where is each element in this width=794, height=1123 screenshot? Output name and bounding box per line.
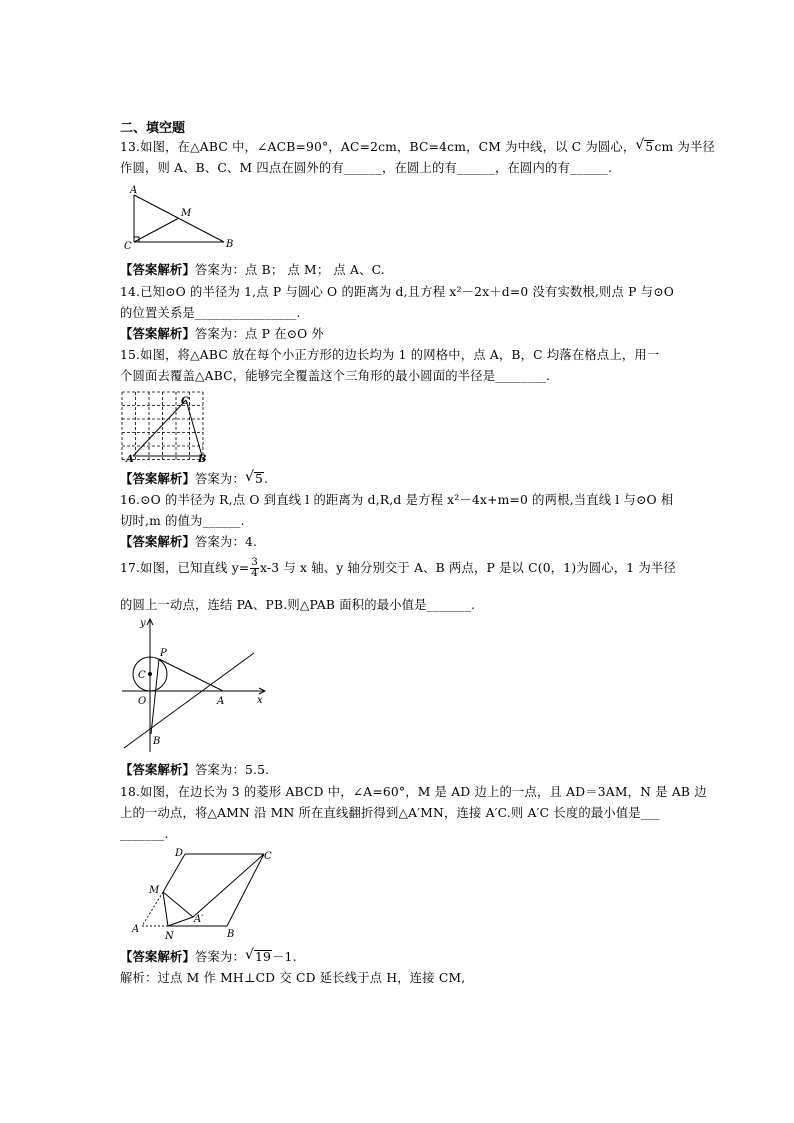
q18-label-b: B	[227, 929, 235, 940]
q14-line1: 14.已知⊙O 的半径为 1,点 P 与圆心 O 的距离为 d,且方程 x²－2x＋d=0 没有实数根,则点 P 与⊙O	[120, 285, 675, 299]
q17-fraction	[250, 558, 259, 579]
q13-median-cm	[134, 218, 179, 242]
q18-line1: 18.如图，在边长为 3 的菱形 ABCD 中，∠A=60°，M 是 AD 边上的一点，且 AD＝3AM，N 是 AB 边	[120, 785, 707, 799]
q18-line3: _______.	[120, 827, 169, 841]
q16-answer-text: 答案为：4.	[194, 535, 258, 549]
q17-text-a: 17.如图，已知直线 y=	[120, 561, 250, 575]
q17-answer	[120, 762, 269, 779]
q17-seg-pa	[159, 659, 223, 691]
q13-answer-tag: 【答案解析】	[120, 263, 195, 277]
q13-answer	[120, 262, 385, 279]
q18-label-n: N	[165, 931, 174, 940]
q13-answer-text: 答案为：点 B； 点 M； 点 A、C.	[194, 263, 385, 277]
q16-line2: 切时,m 的值为______.	[120, 514, 245, 528]
q14-line2: 的位置关系是________________.	[120, 306, 301, 320]
q17-line2: 的圆上一动点，连结 PA、PB.则△PAB 面积的最小值是_______.	[120, 598, 476, 612]
q17-answer-tag: 【答案解析】	[120, 763, 195, 777]
q18-seg-ma1	[163, 892, 193, 917]
q15-answer-sqrt: √ 5	[244, 469, 264, 486]
q18-side-dm	[163, 854, 185, 892]
q13-label-a: A	[130, 185, 138, 196]
q18-seg-a1c	[193, 854, 264, 917]
q17-frac-num: 3	[251, 557, 258, 568]
q15-grid-figure	[120, 388, 215, 464]
q18-answer-tag: 【答案解析】	[120, 950, 195, 964]
q17-label-b: B	[153, 736, 161, 747]
q18-analysis: 解析：过点 M 作 MH⊥CD 交 CD 延长线于点 H，连接 CM,	[120, 971, 466, 985]
q13-line2: 作圆，则 A、B、C、M 四点在圆外的有______，在圆上的有______，在圆内的有______.	[120, 161, 613, 175]
q13-label-b: B	[226, 239, 234, 250]
q17-figure	[118, 614, 278, 756]
q18-label-a: A	[132, 924, 140, 935]
q16-answer-tag: 【答案解析】	[120, 535, 195, 549]
q13-label-c: C	[124, 241, 132, 252]
q17-label-o: O	[138, 696, 147, 707]
q14-answer	[120, 326, 324, 343]
q17-label-y: y	[140, 618, 146, 629]
q18-answer-suffix: －1.	[272, 950, 297, 964]
q13-text-b: cm 为半径	[654, 140, 715, 154]
q17-label-p: P	[160, 648, 167, 659]
q17-line1	[120, 558, 676, 579]
q16-line1: 16.⊙O 的半径为 R,点 O 到直线 l 的距离为 d,R,d 是方程 x²－4x+m=0 的两根,当直线 l 与⊙O 相	[120, 493, 674, 507]
q13-figure	[120, 183, 240, 253]
q18-dashed-am	[142, 892, 163, 926]
q18-figure	[128, 845, 278, 940]
q15-answer-tag: 【答案解析】	[120, 472, 195, 486]
q15-label-b: B	[198, 454, 207, 464]
q15-answer-suffix: .	[264, 472, 269, 486]
q18-label-m: M	[149, 885, 160, 896]
q17-label-a: A	[217, 696, 225, 707]
q18-label-a1: A′	[194, 914, 204, 925]
q18-answer	[120, 949, 297, 966]
q17-answer-text: 答案为：5.5.	[194, 763, 270, 777]
q13-label-m: M	[181, 208, 192, 219]
q17-center-dot	[148, 672, 152, 676]
q13-line1	[120, 139, 715, 156]
q18-side-cb	[227, 854, 264, 926]
q18-answer-prefix: 答案为：	[194, 950, 245, 964]
q18-label-c: C	[264, 851, 272, 862]
q17-label-c: C	[138, 670, 146, 681]
q14-answer-text: 答案为：点 P 在⊙O 外	[194, 327, 325, 341]
q15-side-bc	[186, 400, 202, 456]
q15-answer	[120, 471, 268, 488]
q15-answer-radicand: 5	[254, 472, 264, 486]
q18-answer-radicand: 19	[254, 950, 272, 964]
q18-label-d: D	[175, 848, 184, 859]
q14-answer-tag: 【答案解析】	[120, 327, 195, 341]
q18-seg-mn	[163, 892, 168, 926]
q15-line2: 个圆面去覆盖△ABC，能够完全覆盖这个三角形的最小圆面的半径是________.	[120, 369, 551, 383]
q18-answer-sqrt: √ 19	[244, 947, 272, 964]
section-title: 二、填空题	[120, 121, 186, 136]
q15-label-a: A	[126, 454, 134, 464]
q15-answer-prefix: 答案为：	[194, 472, 245, 486]
q15-side-ac	[133, 400, 186, 456]
q17-frac-den: 4	[251, 568, 258, 579]
q13-radicand: 5	[645, 140, 654, 154]
q17-text-b: x-3 与 x 轴、y 轴分别交于 A、B 两点，P 是以 C(0，1)为圆心，1 为半径	[259, 561, 676, 575]
q17-label-x: x	[257, 695, 263, 706]
q15-line1: 15.如图，将△ABC 放在每个小正方形的边长均为 1 的网格中，点 A，B，C 均落在格点上，用一	[120, 348, 660, 362]
q18-line2: 上的一动点，将△AMN 沿 MN 所在直线翻折得到△A′MN，连接 A′C.则 A′C 长度的最小值是___	[120, 806, 660, 820]
q13-sqrt: √ 5	[635, 137, 654, 154]
q13-text-a: 13.如图，在△ABC 中，∠ACB=90°，AC=2cm，BC=4cm，CM 为中线，以 C 为圆心，	[120, 140, 636, 154]
q18-seg-na1	[168, 917, 193, 926]
q16-answer	[120, 534, 257, 551]
q15-label-c: C	[181, 396, 189, 407]
